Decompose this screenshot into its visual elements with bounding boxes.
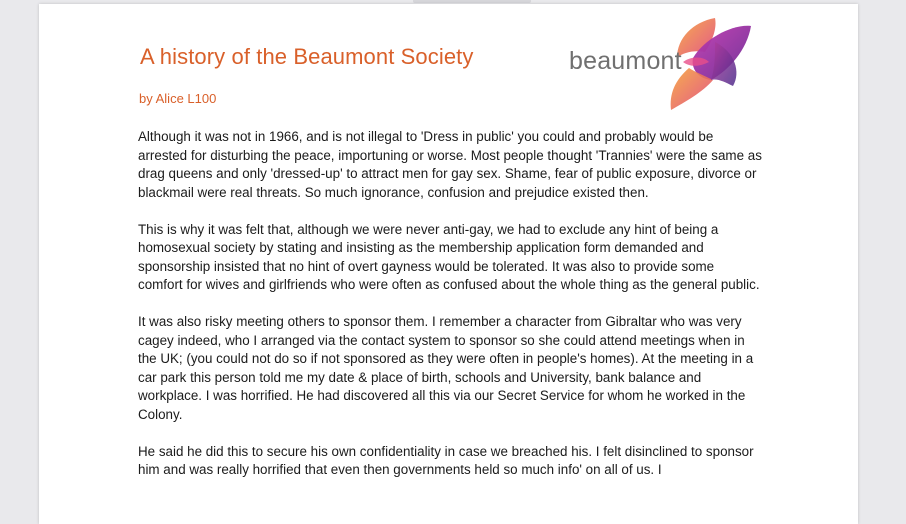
document-byline: by Alice L100 (139, 91, 217, 106)
top-tab-indicator (413, 0, 531, 3)
logo-wordmark: beaumont (569, 47, 682, 75)
paragraph-3: It was also risky meeting others to sponsor them. I remember a character from Gibraltar who was very cagey indeed, who I arranged via the contact system to sponsor so she could attend meetings when in the UK; (you could not do so if not sponsored as they were often in people's homes). At the meeting in a car park this person told me my date & place of birth, schools and University, bank balance and workplace. I was horrified. He had discovered all this via our Secret Service for whom he worked in the Colony. (138, 314, 754, 422)
paragraph-2: This is why it was felt that, although we were never anti-gay, we had to exclude any hint of being a homosexual society by stating and insisting as the membership application form demanded and sponsorship insisted that no hint of overt gayness would be tolerated. It was also to provide some comfort for wives and girlfriends who were often as confused about the whole thing as the general public. (138, 221, 760, 292)
paragraph-4: He said he did this to secure his own confidentiality in case we breached his. I felt disinclined to sponsor him and was really horrified that even then governments held so much info' on all of us. I (138, 443, 754, 477)
document-title: A history of the Beaumont Society (140, 44, 474, 69)
beaumont-logo (565, 12, 755, 116)
paragraph-1: Although it was not in 1966, and is not illegal to 'Dress in public' you could and probably would be arrested for disturbing the peace, importuning or worse. Most people thought 'Trannies' were the same as drag queens and only 'dressed-up' to attract men for gay sex. Shame, fear of public exposure, divorce or blackmail were real threats. So much ignorance, confusion and prejudice existed then. (138, 129, 762, 200)
document-page (39, 4, 858, 524)
article-body (138, 128, 762, 498)
